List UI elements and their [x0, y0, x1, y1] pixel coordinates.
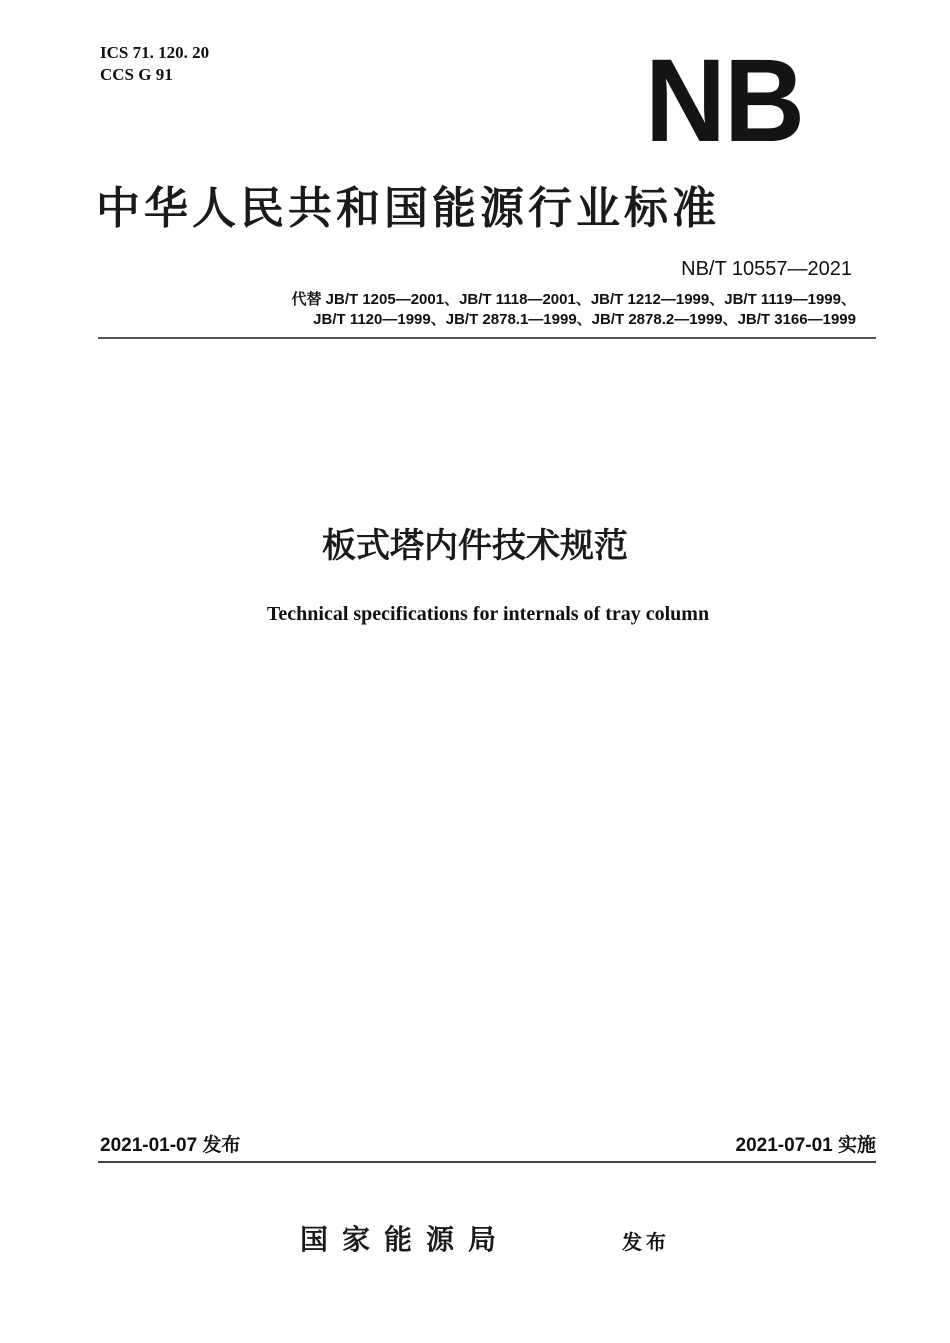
publish-label: 发布 [622, 1230, 670, 1254]
ics-code: ICS 71. 120. 20 [100, 43, 210, 62]
nb-logo: NB [645, 35, 804, 167]
issue-date: 2021-01-07 发布 [100, 1135, 241, 1156]
publisher-name: 国家能源局 [300, 1223, 511, 1256]
document-title-chinese: 板式塔内件技术规范 [322, 526, 628, 566]
bottom-divider [98, 1161, 876, 1163]
standard-number: NB/T 10557—2021 [681, 258, 852, 280]
document-title-english: Technical specifications for internals of tray column [266, 603, 710, 625]
standard-category-title: 中华人民共和国能源行业标准 [96, 183, 720, 234]
top-divider [98, 337, 876, 339]
replaces-line-2: JB/T 1120—1999、JB/T 2878.1—1999、JB/T 2878.2—1999、JB/T 3166—1999 [313, 311, 856, 328]
implementation-date: 2021-07-01 实施 [735, 1135, 876, 1156]
classification-codes [100, 42, 209, 86]
replaces-line-1: 代替 JB/T 1205—2001、JB/T 1118—2001、JB/T 1212—1999、JB/T 1119—1999、 [291, 291, 856, 308]
ccs-code: CCS G 91 [100, 65, 173, 84]
